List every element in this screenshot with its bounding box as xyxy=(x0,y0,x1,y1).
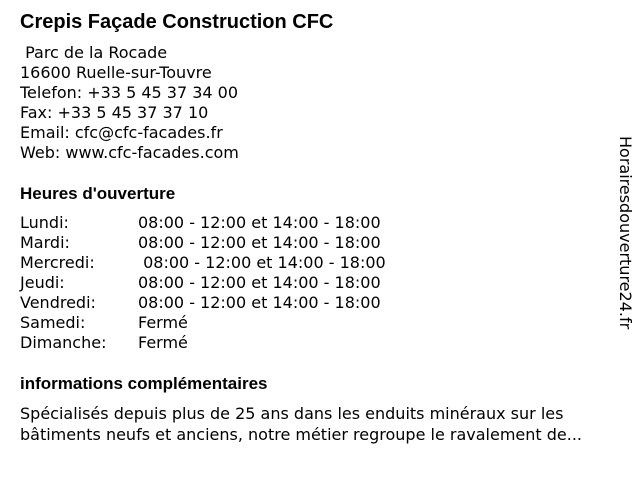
site-watermark xyxy=(613,136,637,346)
time-value: Fermé xyxy=(138,333,188,352)
time-value: Fermé xyxy=(138,313,188,332)
hours-row-thursday xyxy=(20,273,440,293)
watermark-text: Horairesdouverture24.fr xyxy=(616,136,635,330)
day-label: Jeudi: xyxy=(20,273,65,292)
info-description xyxy=(20,403,632,445)
time-value: 08:00 - 12:00 et 14:00 - 18:00 xyxy=(138,233,381,252)
description-line-2: bâtiments neufs et anciens, notre métier regroupe le ravalement de... xyxy=(20,425,582,444)
day-label: Samedi: xyxy=(20,313,86,332)
fax-text: Fax: +33 5 45 37 37 10 xyxy=(20,103,209,122)
day-label: Vendredi: xyxy=(20,293,96,312)
hours-row-friday xyxy=(20,293,440,313)
day-label: Lundi: xyxy=(20,213,69,232)
time-value: 08:00 - 12:00 et 14:00 - 18:00 xyxy=(138,213,381,232)
contact-block xyxy=(20,43,239,163)
business-name: Crepis Façade Construction CFC xyxy=(20,11,334,33)
hours-row-sunday xyxy=(20,333,440,353)
time-value: 08:00 - 12:00 et 14:00 - 18:00 xyxy=(138,253,386,272)
hours-table xyxy=(20,213,440,353)
day-label: Dimanche: xyxy=(20,333,107,352)
phone-text: Telefon: +33 5 45 37 34 00 xyxy=(20,83,239,102)
day-label: Mercredi: xyxy=(20,253,95,272)
email-text: Email: cfc@cfc-facades.fr xyxy=(20,123,223,142)
hours-row-tuesday xyxy=(20,233,440,253)
address-line-2: 16600 Ruelle-sur-Touvre xyxy=(20,63,212,82)
description-line-1: Spécialisés depuis plus de 25 ans dans les enduits minéraux sur les xyxy=(20,404,564,423)
web-text: Web: www.cfc-facades.com xyxy=(20,143,239,162)
info-heading: informations complémentaires xyxy=(20,374,268,393)
hours-row-wednesday xyxy=(20,253,440,273)
day-label: Mardi: xyxy=(20,233,70,252)
hours-row-monday xyxy=(20,213,440,233)
hours-row-saturday xyxy=(20,313,440,333)
time-value: 08:00 - 12:00 et 14:00 - 18:00 xyxy=(138,273,381,292)
time-value: 08:00 - 12:00 et 14:00 - 18:00 xyxy=(138,293,381,312)
address-line-1: Parc de la Rocade xyxy=(20,43,168,62)
hours-heading: Heures d'ouverture xyxy=(20,184,176,203)
